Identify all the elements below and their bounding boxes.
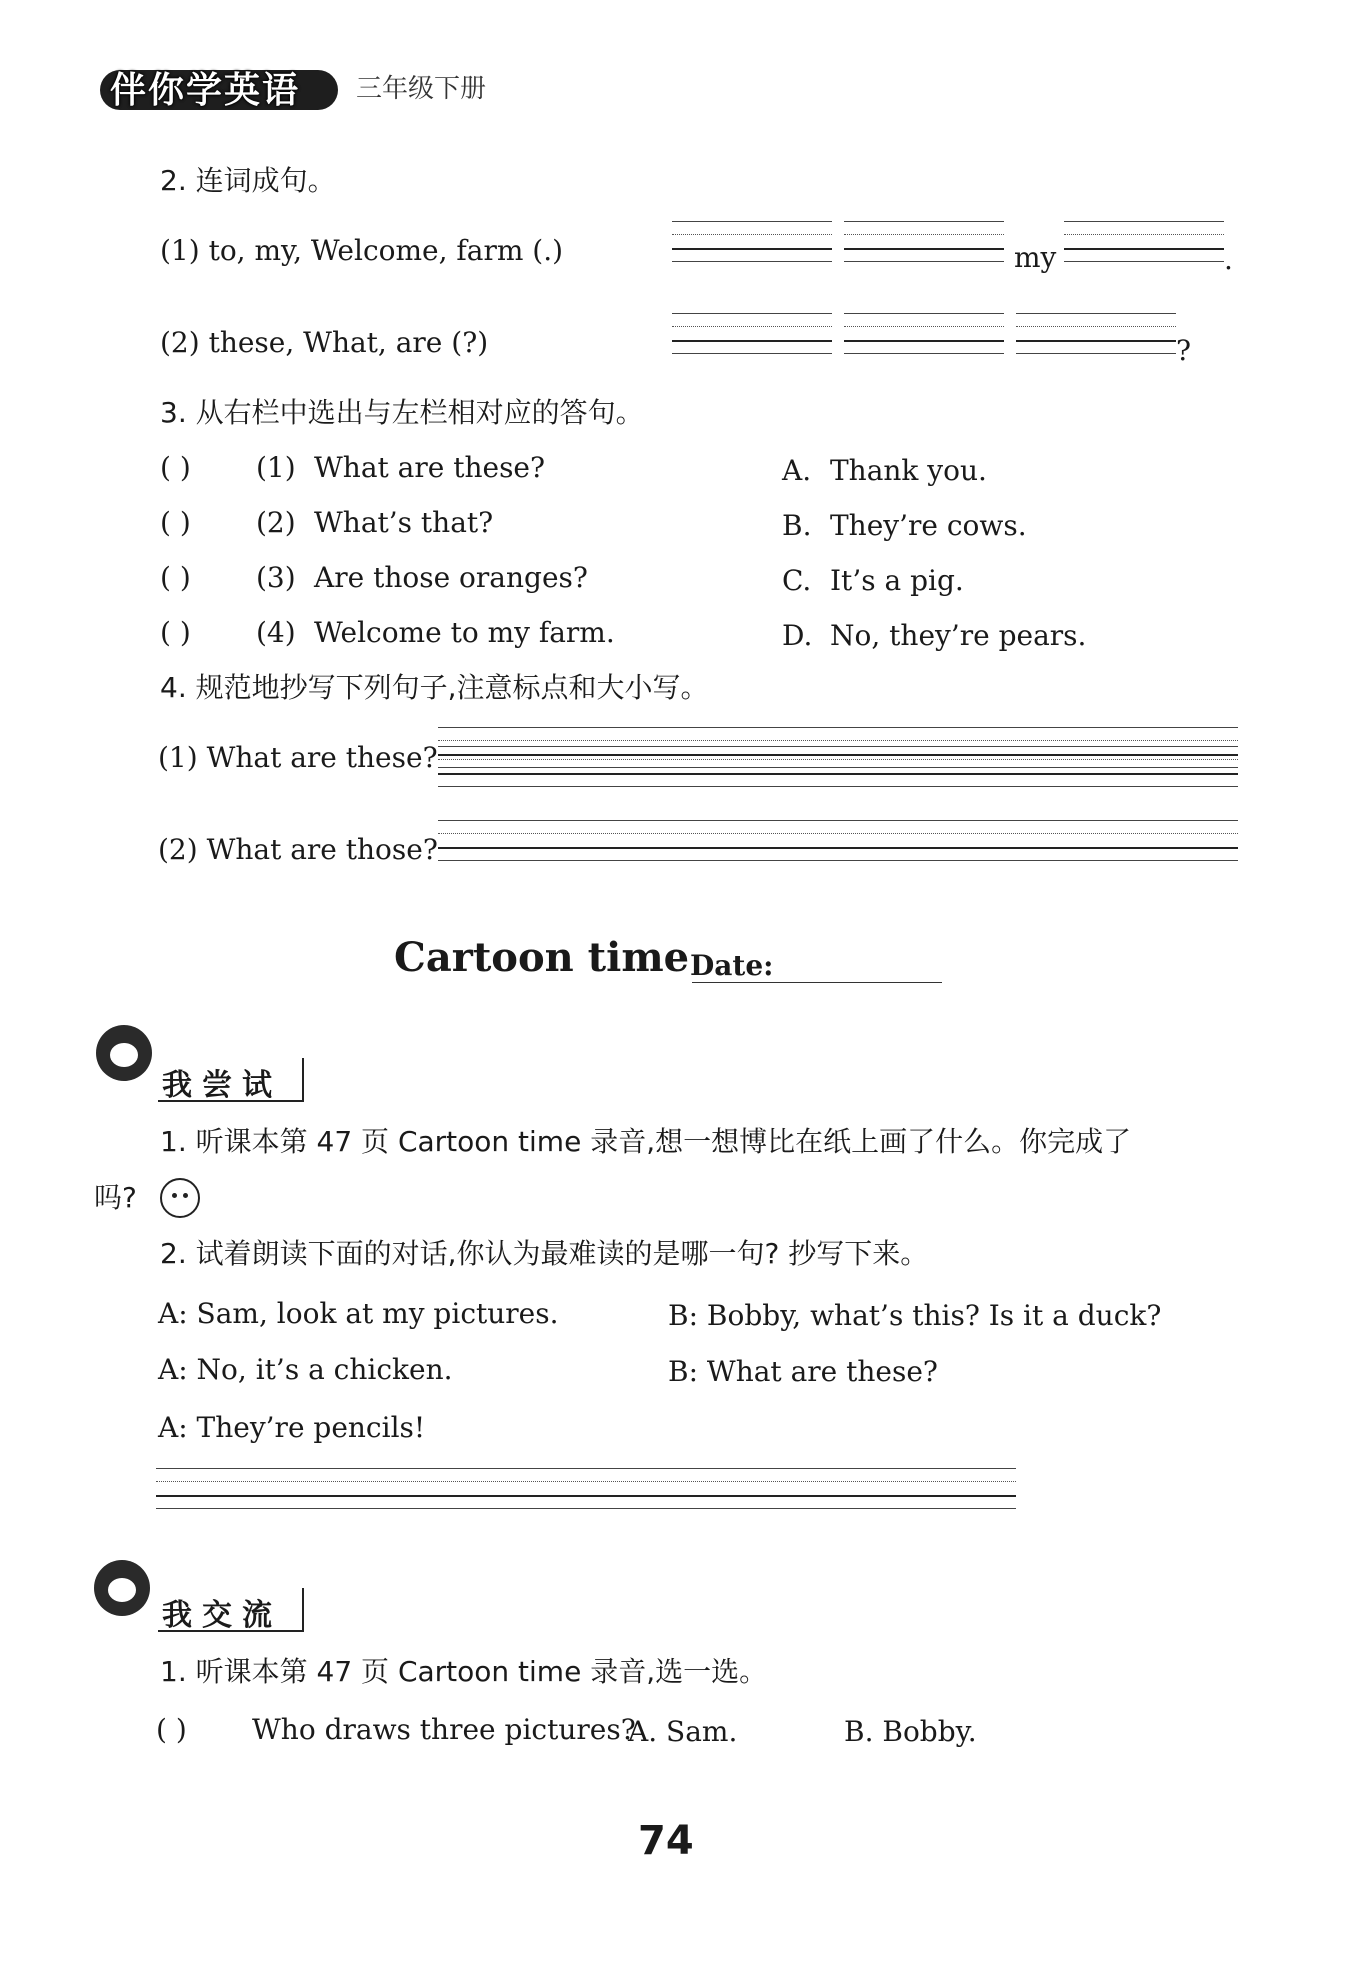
- q3-right-d-letter: D.: [782, 619, 813, 652]
- talk-q1-option-b: B. Bobby.: [844, 1715, 977, 1748]
- q3-left-1-num: (1): [256, 451, 296, 484]
- try-q1-line2: 吗?: [94, 1181, 137, 1214]
- q2-title: 2. 连词成句。: [160, 164, 336, 197]
- talk-q1-question: Who draws three pictures?: [252, 1713, 636, 1746]
- page-number: 74: [638, 1818, 694, 1864]
- talk-section-underline: [158, 1630, 304, 1632]
- q2-item-1-end-mark: .: [1224, 243, 1233, 276]
- q2-item-1-blank-1[interactable]: [672, 221, 832, 261]
- dialogue-line-1: A: Sam, look at my pictures.: [158, 1297, 559, 1330]
- q2-item-2-blank-3[interactable]: [1016, 313, 1176, 353]
- q2-item-2-end-mark: ?: [1176, 334, 1192, 367]
- q3-right-c-letter: C.: [782, 564, 812, 597]
- q2-item-1-blank-2[interactable]: [844, 221, 1004, 261]
- q3-left-1-text: What are these?: [314, 451, 546, 484]
- q4-item-2-label: (2) What are those?: [158, 833, 438, 866]
- date-field[interactable]: [692, 982, 942, 983]
- q3-left-1-paren[interactable]: ( ): [160, 451, 191, 484]
- q2-item-1-given-word: my: [1014, 241, 1057, 274]
- try-q2-title: 2. 试着朗读下面的对话,你认为最难读的是哪一句? 抄写下来。: [160, 1237, 929, 1270]
- date-label: Date:: [690, 949, 774, 982]
- talk-section-label: 我交流: [162, 1598, 282, 1633]
- q3-left-2-num: (2): [256, 506, 296, 539]
- q3-left-2-paren[interactable]: ( ): [160, 506, 191, 539]
- q3-title: 3. 从右栏中选出与左栏相对应的答句。: [160, 396, 644, 429]
- q2-item-2-blank-2[interactable]: [844, 313, 1004, 353]
- q3-right-a-text: Thank you.: [830, 454, 987, 487]
- q3-left-3-num: (3): [256, 561, 296, 594]
- q3-left-3-paren[interactable]: ( ): [160, 561, 191, 594]
- q3-left-2-text: What’s that?: [314, 506, 494, 539]
- q3-right-d-text: No, they’re pears.: [830, 619, 1087, 652]
- q4-item-1-label: (1) What are these?: [158, 741, 438, 774]
- talk-q1-paren[interactable]: ( ): [156, 1713, 187, 1746]
- try-q1-line1: 1. 听课本第 47 页 Cartoon time 录音,想一想博比在纸上画了什么。你完成了: [160, 1125, 1132, 1158]
- q3-left-4-paren[interactable]: ( ): [160, 616, 191, 649]
- cartoon-title: Cartoon time: [394, 934, 690, 981]
- grade-label: 三年级下册: [356, 74, 487, 104]
- talk-q1-option-a: A. Sam.: [628, 1715, 738, 1748]
- q3-right-a-letter: A.: [782, 454, 812, 487]
- dialogue-line-4: B: What are these?: [668, 1355, 938, 1388]
- dialogue-line-5: A: They’re pencils!: [158, 1411, 426, 1444]
- try-section-underline: [158, 1100, 304, 1102]
- series-logo: 伴你学英语: [110, 70, 301, 111]
- q3-left-3-text: Are those oranges?: [314, 561, 588, 594]
- q2-item-2-blank-1[interactable]: [672, 313, 832, 353]
- smiley-face-icon[interactable]: [160, 1178, 200, 1218]
- q2-item-1-label: (1) to, my, Welcome, farm (.): [160, 234, 564, 267]
- try-q2-writing-lines[interactable]: [156, 1468, 1016, 1508]
- q2-item-1-blank-3[interactable]: [1064, 221, 1224, 261]
- q3-left-4-text: Welcome to my farm.: [314, 616, 615, 649]
- q4-item-1-writing-lines[interactable]: [438, 746, 1238, 786]
- talk-q1-title: 1. 听课本第 47 页 Cartoon time 录音,选一选。: [160, 1655, 768, 1688]
- try-section-label: 我尝试: [162, 1068, 282, 1103]
- q3-right-b-text: They’re cows.: [830, 509, 1027, 542]
- q4-title: 4. 规范地抄写下列句子,注意标点和大小写。: [160, 671, 709, 704]
- girl-mascot-icon: [96, 1025, 152, 1081]
- q2-item-2-label: (2) these, What, are (?): [160, 326, 489, 359]
- dialogue-line-3: A: No, it’s a chicken.: [158, 1353, 453, 1386]
- try-section-bar: [302, 1058, 304, 1100]
- talk-section-bar: [302, 1588, 304, 1630]
- q4-item-2-writing-lines[interactable]: [438, 820, 1238, 860]
- q3-right-b-letter: B.: [782, 509, 812, 542]
- q3-left-4-num: (4): [256, 616, 296, 649]
- q3-right-c-text: It’s a pig.: [830, 564, 964, 597]
- boy-mascot-icon: [94, 1560, 150, 1616]
- dialogue-line-2: B: Bobby, what’s this? Is it a duck?: [668, 1299, 1162, 1332]
